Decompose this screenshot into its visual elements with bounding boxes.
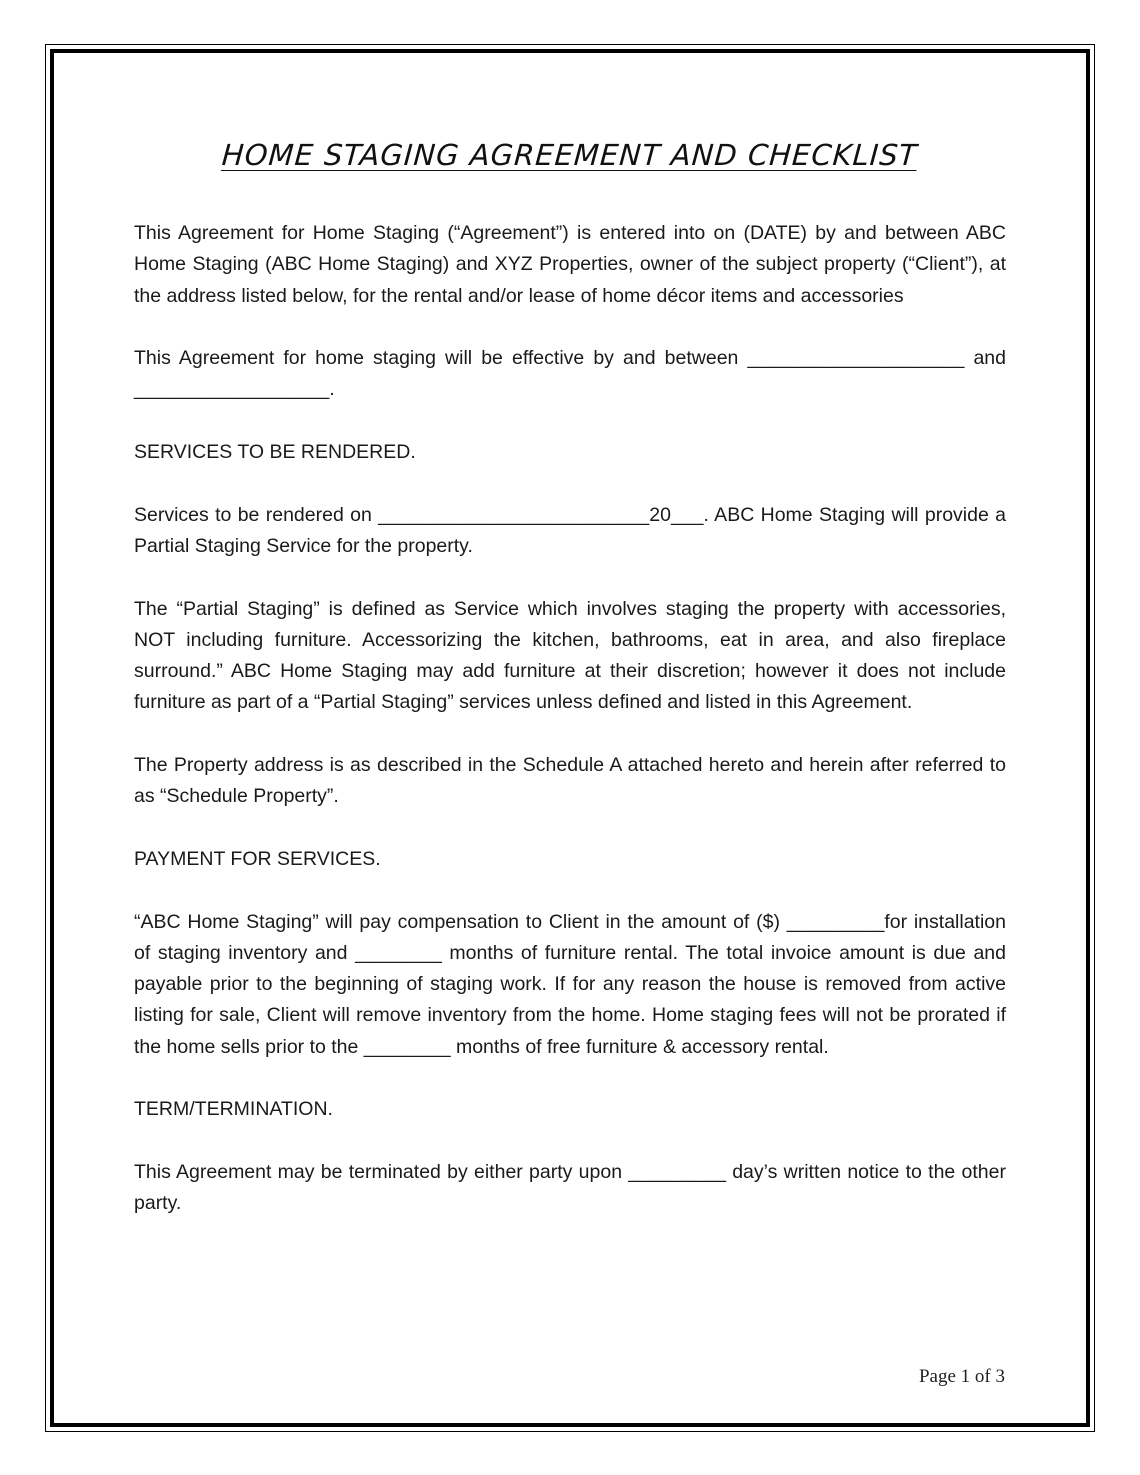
payment-paragraph: “ABC Home Staging” will pay compensation to Client in the amount of ($) _________for installation of staging inventory and ________ months of furniture rental. The total invoice amount is due and payable prior to the beginning of staging work. If for any reason the house is removed from active listing for sale, Client will remove inventory from the home. Home staging fees will not be prorated if the home sells prior to the ________ months of free furniture & accessory rental. — [134, 910, 1006, 1058]
effective-paragraph: This Agreement for home staging will be effective by and between ____________________ and __________________. — [134, 347, 1006, 401]
intro-paragraph: This Agreement for Home Staging (“Agreement”) is entered into on (DATE) by and between ABC Home Staging (ABC Home Staging) and XYZ Properties, owner of the subject property (“Client”), at the address listed below, for the rental and/or lease of home décor items and accessories — [134, 222, 1006, 307]
page-number: Page 1 of 3 — [918, 1366, 1005, 1387]
document-body — [134, 218, 1006, 1251]
document-title — [0, 138, 1140, 172]
payment-heading: PAYMENT FOR SERVICES. — [134, 847, 381, 870]
document-title-text: HOME STAGING AGREEMENT AND CHECKLIST — [221, 138, 919, 172]
term-heading: TERM/TERMINATION. — [134, 1098, 333, 1121]
services-date-paragraph: Services to be rendered on _________________________20___. ABC Home Staging will provide a Partial Staging Service for the property. — [134, 503, 1006, 557]
services-heading: SERVICES TO BE RENDERED. — [134, 441, 416, 464]
property-address-paragraph: The Property address is as described in the Schedule A attached hereto and herein after referred to as “Schedule Property”. — [134, 754, 1006, 808]
partial-staging-paragraph: The “Partial Staging” is defined as Service which involves staging the property with accessories, NOT including furniture. Accessorizing the kitchen, bathrooms, eat in area, and also fireplace surround.” ABC Home Staging may add furniture at their discretion; however it does not include furniture as part of a “Partial Staging” services unless defined and listed in this Agreement. — [134, 597, 1006, 714]
termination-paragraph: This Agreement may be terminated by either party upon _________ day’s written notice to the other party. — [134, 1160, 1006, 1215]
